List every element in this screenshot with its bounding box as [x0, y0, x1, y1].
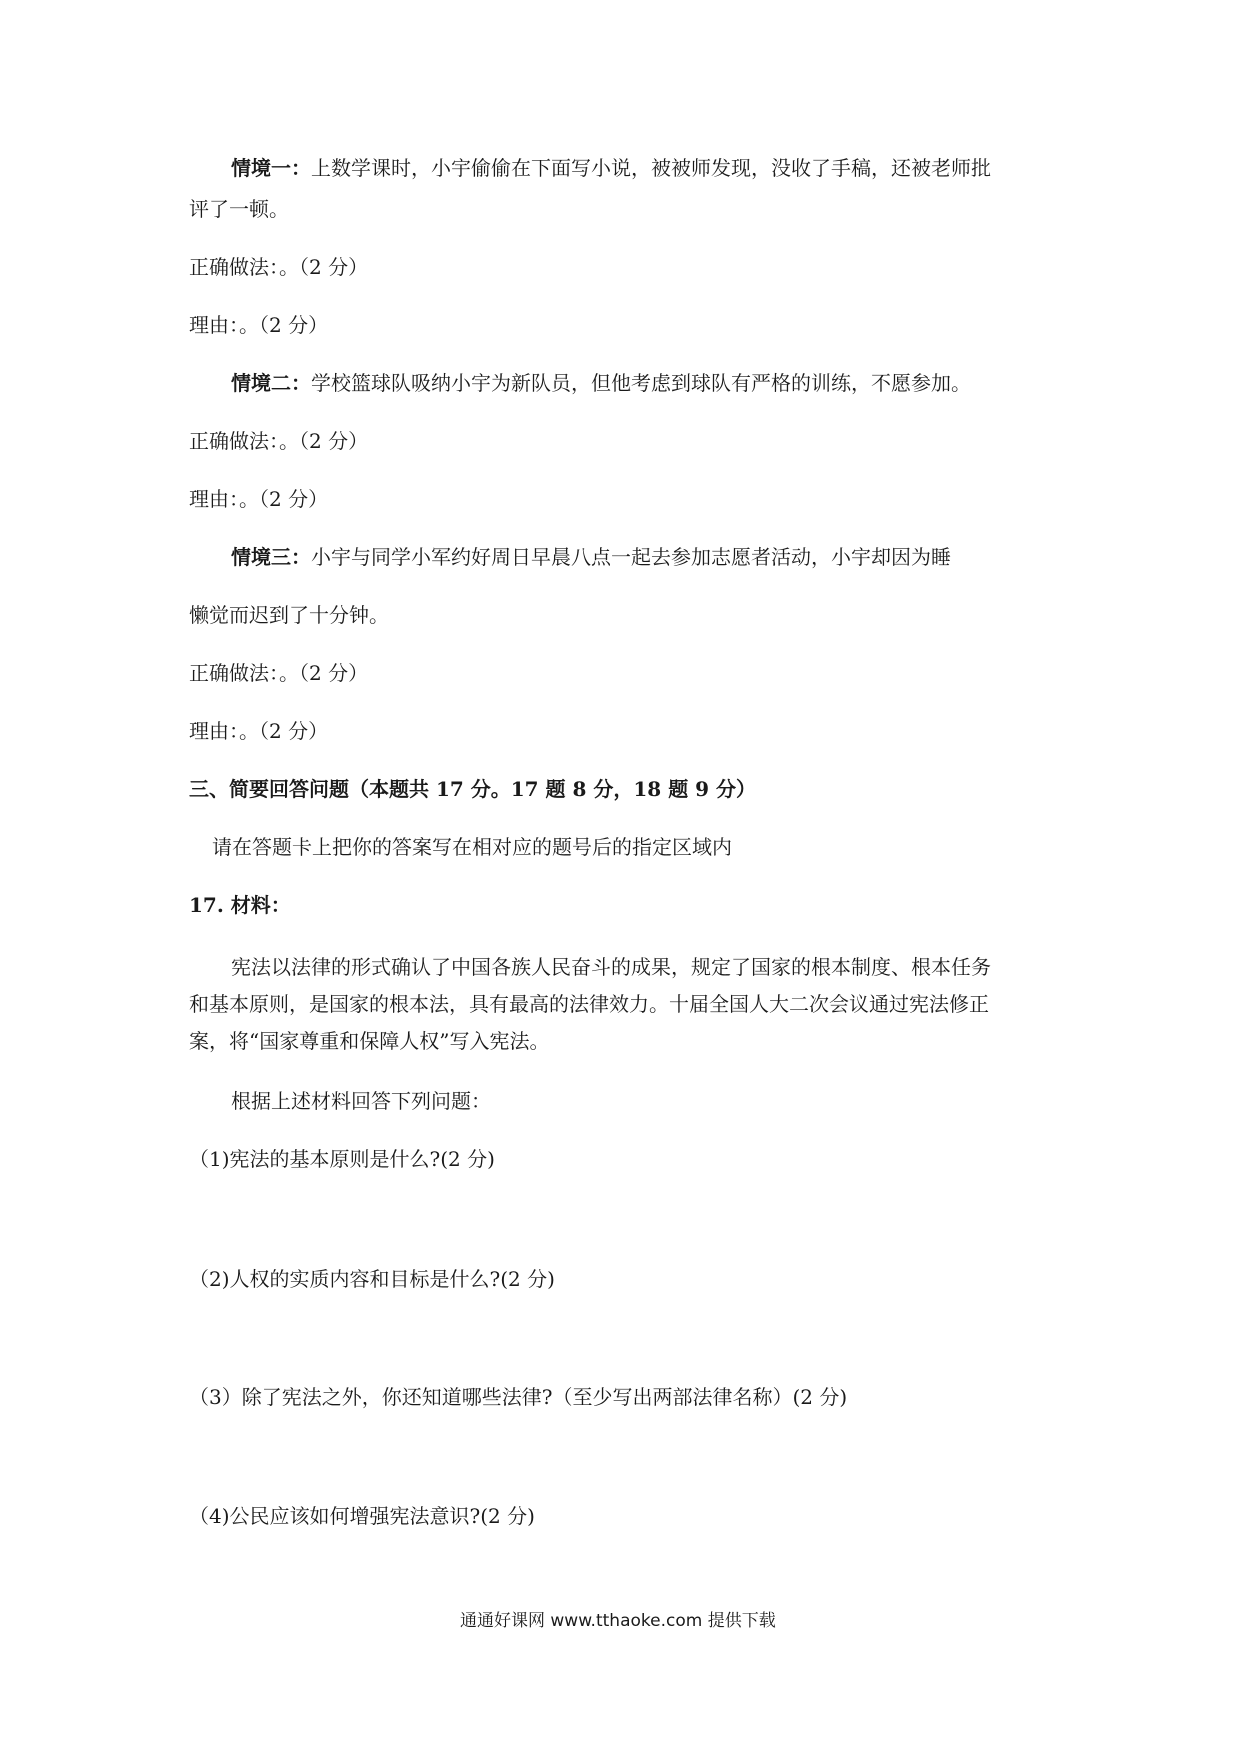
section-3-heading: 三、简要回答问题（本题共 17 分。17 题 8 分，18 题 9 分） [189, 777, 757, 801]
scenario-1-text: 上数学课时，小宇偷偷在下面写小说，被被师发现，没收了手稿，还被老师批 [311, 156, 991, 180]
q17-prompt: 根据上述材料回答下列问题： [231, 1089, 491, 1113]
scenario-1-answer: 正确做法：。（2 分） [189, 255, 369, 279]
scenario-2-label: 情境二： [231, 371, 311, 395]
q17-material-line-1: 宪法以法律的形式确认了中国各族人民奋斗的成果，规定了国家的根本制度、根本任务 [231, 955, 991, 979]
scenario-3-label: 情境三： [231, 545, 311, 569]
scenario-1-reason: 理由：。（2 分） [189, 313, 329, 337]
section-3-instruction: 请在答题卡上把你的答案写在相对应的题号后的指定区域内 [212, 835, 732, 859]
q17-sub-1: （1)宪法的基本原则是什么?(2 分) [189, 1147, 495, 1171]
q17-sub-2: （2)人权的实质内容和目标是什么?(2 分) [189, 1267, 555, 1291]
scenario-3-line-1 [231, 543, 951, 571]
scenario-1-label: 情境一： [231, 156, 311, 180]
scenario-3-text: 小宇与同学小军约好周日早晨八点一起去参加志愿者活动，小宇却因为睡 [311, 545, 951, 569]
q17-material-line-2: 和基本原则，是国家的根本法，具有最高的法律效力。十届全国人大二次会议通过宪法修正 [189, 992, 989, 1016]
scenario-3-reason: 理由：。（2 分） [189, 719, 329, 743]
q17-material-line-3: 案，将“国家尊重和保障人权”写入宪法。 [189, 1029, 550, 1053]
scenario-2-text: 学校篮球队吸纳小宇为新队员，但他考虑到球队有严格的训练，不愿参加。 [311, 371, 971, 395]
q17-sub-4: （4)公民应该如何增强宪法意识?(2 分) [189, 1504, 535, 1528]
q17-sub-3: （3）除了宪法之外，你还知道哪些法律?（至少写出两部法律名称）(2 分) [189, 1385, 848, 1409]
scenario-2-line-1 [231, 369, 971, 397]
scenario-3-answer: 正确做法：。（2 分） [189, 661, 369, 685]
scenario-1-line-1 [231, 154, 991, 182]
scenario-2-reason: 理由：。（2 分） [189, 487, 329, 511]
scenario-2-answer: 正确做法：。（2 分） [189, 429, 369, 453]
scenario-3-line-2: 懒觉而迟到了十分钟。 [189, 603, 389, 627]
footer-watermark: 通通好课网 www.tthaoke.com 提供下载 [460, 1611, 776, 1631]
scenario-1-line-2: 评了一顿。 [189, 197, 289, 221]
question-17-title: 17. 材料： [189, 893, 291, 917]
